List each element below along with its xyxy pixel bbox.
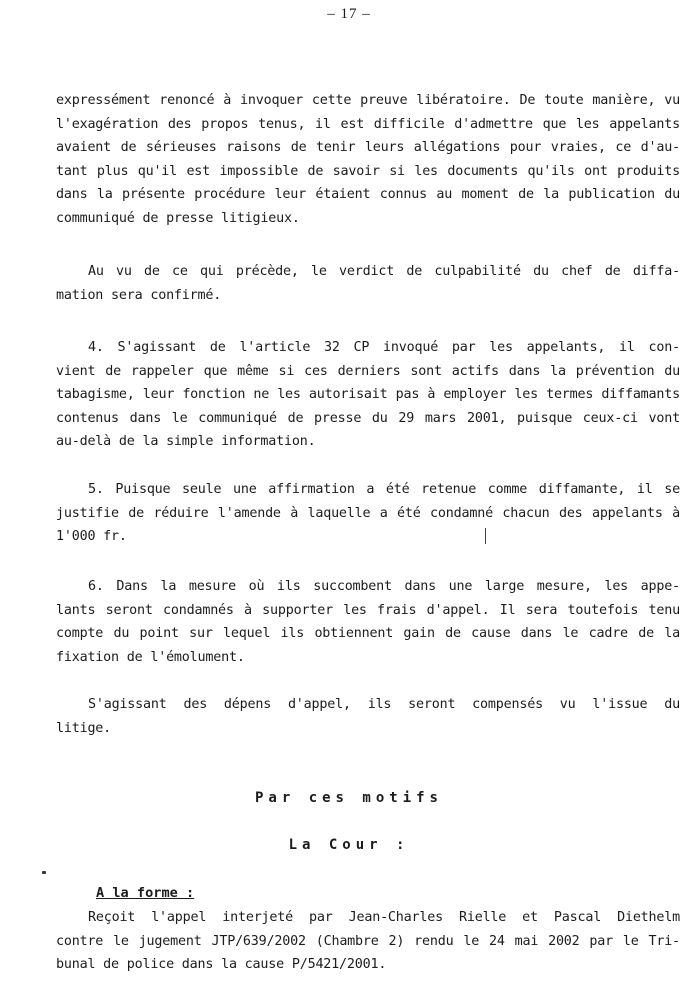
text-line: l'exagération des propos tenus, il est difficile d'admettre que les appelants xyxy=(56,116,680,132)
text-line: Reçoit l'appel interjeté par Jean-Charles Rielle et Pascal Diethelm xyxy=(88,910,680,925)
scan-mark xyxy=(485,528,486,544)
text-line: dans la présente procédure leur étaient connus au moment de la publication du xyxy=(56,187,680,203)
text-line: au-delà de la simple information. xyxy=(56,434,316,450)
text-line: Au vu de ce qui précède, le verdict de culpabilité du chef de diffa- xyxy=(88,264,680,279)
text-line: fixation de l'émolument. xyxy=(56,649,245,665)
text-line: communiqué de presse litigieux. xyxy=(56,210,300,226)
text-line: expressément renoncé à invoquer cette preuve libératoire. De toute manière, vu xyxy=(56,93,680,108)
text-line: tant plus qu'il est impossible de savoir si les documents qu'ils ont produits xyxy=(56,163,680,179)
paragraph-verdict xyxy=(56,260,680,307)
subheading-a-la-forme: A la forme : xyxy=(96,885,195,901)
text-line: bunal de police dans la cause P/5421/2001. xyxy=(56,957,387,973)
paragraph-point-5 xyxy=(56,478,680,549)
paragraph-preuve-liberatoire xyxy=(56,89,680,231)
scan-speck xyxy=(42,871,46,874)
text-line: avaient de sérieuses raisons de tenir leurs allégations pour vraies, ce d'au- xyxy=(56,140,680,156)
paragraph-point-4 xyxy=(56,336,680,454)
paragraph-depens xyxy=(56,693,680,740)
text-line: mation sera confirmé. xyxy=(56,287,222,303)
text-line: justifie de réduire l'amende à laquelle a été condamné chacun des appelants à xyxy=(56,505,680,521)
heading-la-cour: La Cour : xyxy=(288,837,410,853)
text-line: contenus dans le communiqué de presse du 29 mars 2001, puisque ceux-ci vont xyxy=(56,410,680,426)
text-line: 6. Dans la mesure où ils succombent dans une large mesure, les appe- xyxy=(88,579,680,594)
text-line: litige. xyxy=(56,720,112,736)
heading-par-ces-motifs: Par ces motifs xyxy=(254,790,443,806)
page-number: – 17 – xyxy=(327,6,371,22)
paragraph-recoit-appel xyxy=(56,906,680,977)
text-line: compte du point sur lequel ils obtiennent gain de cause dans le cadre de la xyxy=(56,626,680,642)
paragraph-point-6 xyxy=(56,575,680,669)
text-line: 1'000 fr. xyxy=(56,529,127,545)
text-line: lants seront condamnés à supporter les frais d'appel. Il sera toutefois tenu xyxy=(56,602,680,618)
text-line: 5. Puisque seule une affirmation a été retenue comme diffamante, il se xyxy=(88,482,680,497)
text-line: 4. S'agissant de l'article 32 CP invoqué par les appelants, il con- xyxy=(88,340,680,355)
text-line: tabagisme, leur fonction ne les autorisait pas à employer les termes diffamants xyxy=(56,387,680,403)
text-line: S'agissant des dépens d'appel, ils seront compensés vu l'issue du xyxy=(88,697,680,712)
text-line: contre le jugement JTP/639/2002 (Chambre 2) rendu le 24 mai 2002 par le Tri- xyxy=(56,933,680,949)
text-line: vient de rappeler que même si ces derniers sont actifs dans la prévention du xyxy=(56,363,680,379)
